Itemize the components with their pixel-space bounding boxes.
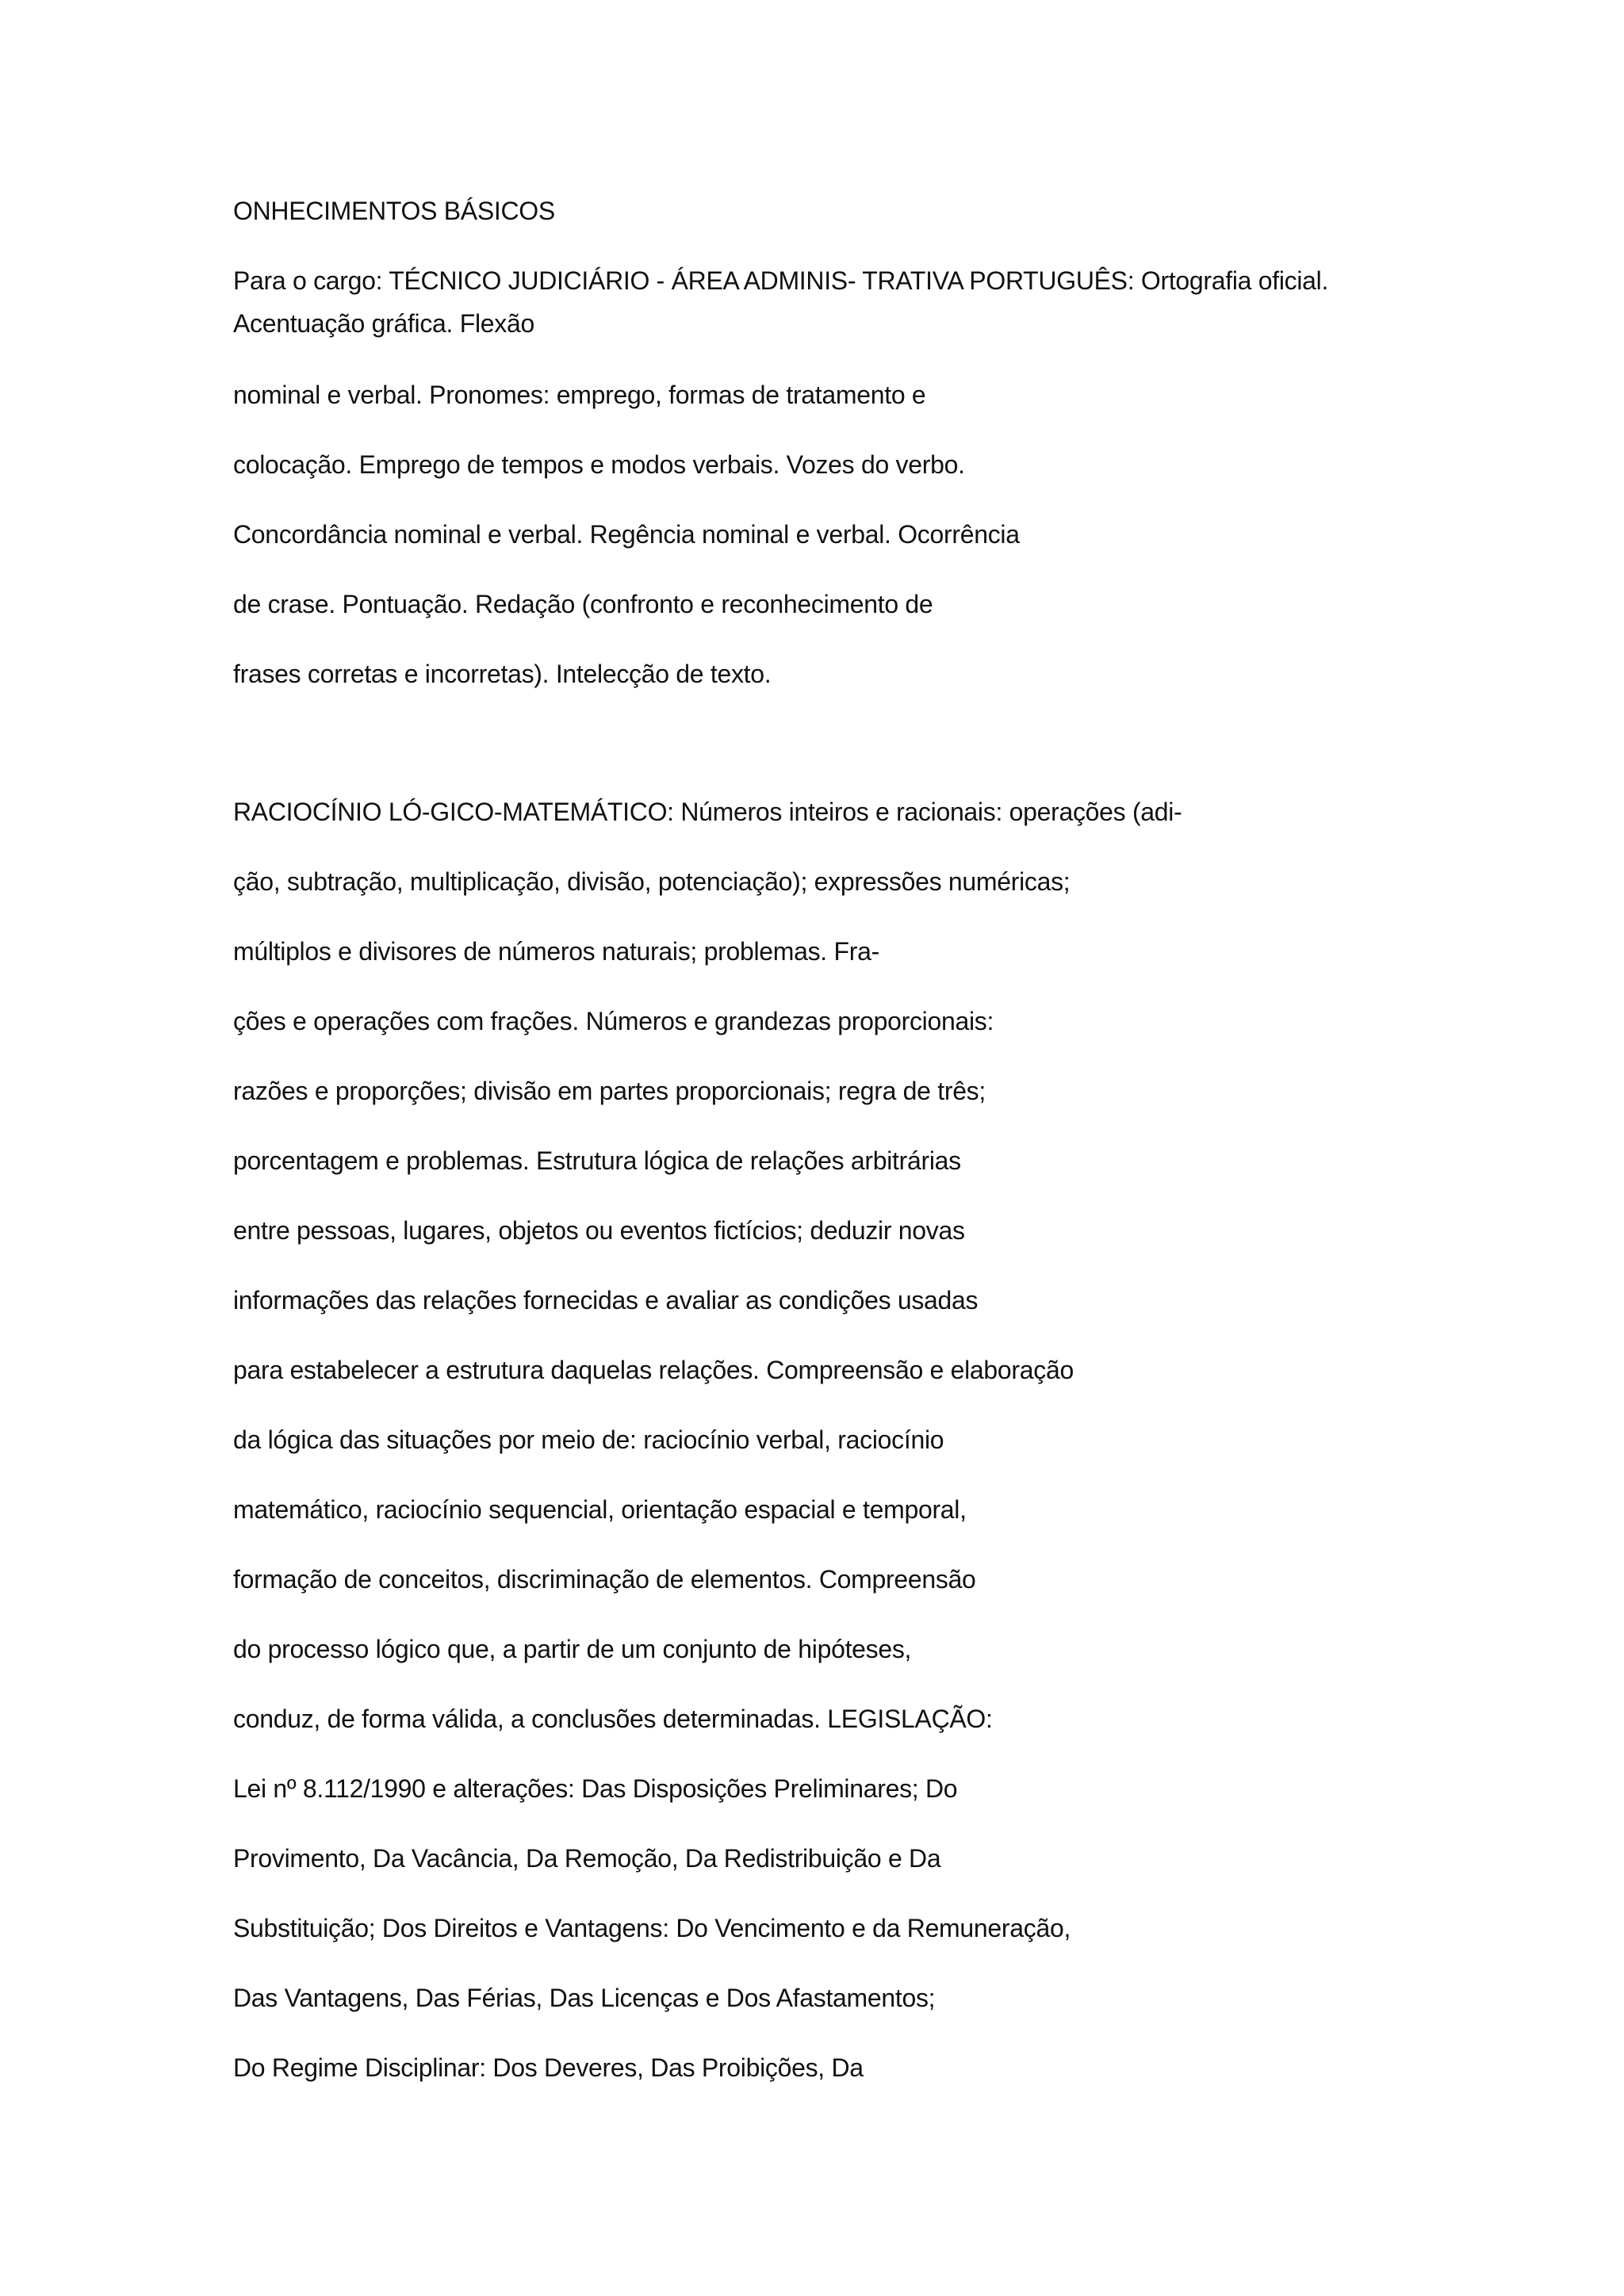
- section-line: RACIOCÍNIO LÓ-GICO-MATEMÁTICO: Números inteiros e racionais: operações (adi-: [233, 798, 1182, 826]
- paragraph-line: colocação. Emprego de tempos e modos verbais. Vozes do verbo.: [233, 450, 965, 479]
- document-heading: ONHECIMENTOS BÁSICOS: [233, 197, 555, 225]
- section-line: Substituição; Dos Direitos e Vantagens: Do Vencimento e da Remuneração,: [233, 1914, 1071, 1942]
- section-line: informações das relações fornecidas e avaliar as condições usadas: [233, 1286, 979, 1314]
- section-line: do processo lógico que, a partir de um conjunto de hipóteses,: [233, 1635, 912, 1663]
- section-line: matemático, raciocínio sequencial, orientação espacial e temporal,: [233, 1495, 967, 1524]
- section-line: Do Regime Disciplinar: Dos Deveres, Das Proibições, Da: [233, 2053, 864, 2082]
- paragraph-line: Concordância nominal e verbal. Regência nominal e verbal. Ocorrência: [233, 520, 1020, 549]
- section-line: Das Vantagens, Das Férias, Das Licenças e Dos Afastamentos;: [233, 1984, 936, 2012]
- section-line: Lei nº 8.112/1990 e alterações: Das Disposições Preliminares; Do: [233, 1774, 958, 1803]
- section-line: para estabelecer a estrutura daquelas relações. Compreensão e elaboração: [233, 1356, 1074, 1384]
- paragraph-line: frases corretas e incorretas). Intelecção de texto.: [233, 660, 772, 688]
- section-line: razões e proporções; divisão em partes proporcionais; regra de três;: [233, 1077, 986, 1105]
- section-line: conduz, de forma válida, a conclusões determinadas. LEGISLAÇÃO:: [233, 1705, 993, 1733]
- section-line: da lógica das situações por meio de: raciocínio verbal, raciocínio: [233, 1425, 944, 1454]
- paragraph-line: nominal e verbal. Pronomes: emprego, formas de tratamento e: [233, 381, 926, 409]
- intro-line: Acentuação gráfica. Flexão: [233, 309, 534, 338]
- section-line: múltiplos e divisores de números naturais; problemas. Fra-: [233, 937, 879, 966]
- section-line: ção, subtração, multiplicação, divisão, potenciação); expressões numéricas;: [233, 867, 1071, 896]
- section-line: porcentagem e problemas. Estrutura lógica de relações arbitrárias: [233, 1146, 961, 1175]
- paragraph-line: de crase. Pontuação. Redação (confronto e reconhecimento de: [233, 590, 933, 618]
- section-line: Provimento, Da Vacância, Da Remoção, Da Redistribuição e Da: [233, 1844, 941, 1873]
- intro-line: Para o cargo: TÉCNICO JUDICIÁRIO - ÁREA ADMINIS- TRATIVA PORTUGUÊS: Ortografia oficial.: [233, 266, 1329, 295]
- section-line: entre pessoas, lugares, objetos ou eventos fictícios; deduzir novas: [233, 1216, 965, 1245]
- section-line: formação de conceitos, discriminação de elementos. Compreensão: [233, 1565, 976, 1594]
- section-line: ções e operações com frações. Números e grandezas proporcionais:: [233, 1007, 994, 1035]
